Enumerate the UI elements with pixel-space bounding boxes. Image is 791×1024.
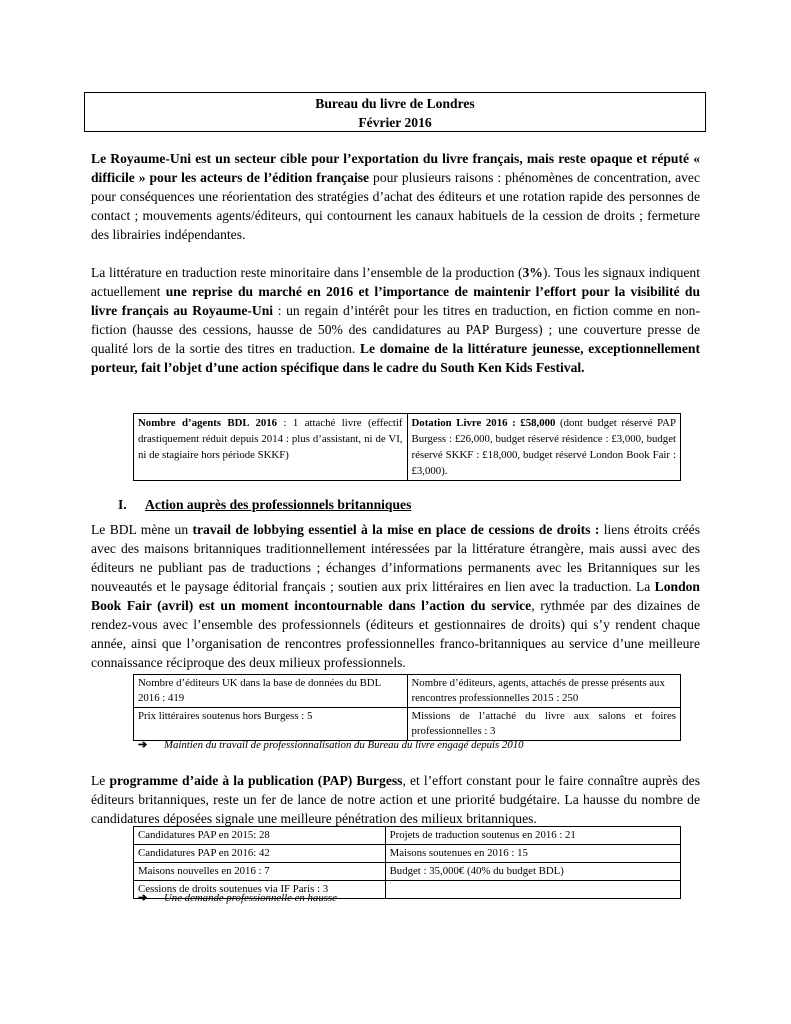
section-number: I. [118, 497, 127, 512]
section-title: Action auprès des professionnels britanniques [145, 497, 412, 512]
table-row [134, 863, 681, 881]
section-heading [118, 495, 411, 514]
table-cell: Missions de l’attaché du livre aux salons et foires professionnelles : 3 [407, 708, 681, 741]
burgess-text-1: Le [91, 773, 110, 788]
budget-text: (dont budget réservé PAP Burgess : £26,000, budget réservé résidence : £3,000, budget réservé SKKF : £18,000, budget réservé London Book Fair : £3,000). [411, 417, 676, 477]
document-date: Février 2016 [358, 115, 432, 130]
table-row [134, 845, 681, 863]
agents-cell [134, 414, 408, 481]
document-title: Bureau du livre de Londres [315, 96, 475, 111]
table-cell: Budget : 35,000€ (40% du budget BDL) [385, 863, 680, 881]
pap-note-text: Une demande professionnelle en hausse [164, 892, 337, 904]
intro-paragraph [91, 149, 700, 244]
intro-text: pour plusieurs raisons : phénomènes de concentration, avec pour conséquences une réorientation des stratégies d’achat des éditeurs et une rotation rapide des personnes de contact ; mouvements agents/éditeurs, qui contournent les canaux habituels de la cession de droits ; fermeture des librairies indépendantes. [91, 170, 700, 242]
arrow-right-icon: ➔ [138, 892, 148, 904]
table-row [134, 708, 681, 741]
pap-table [133, 826, 681, 899]
table-cell: Candidatures PAP en 2015: 28 [134, 827, 386, 845]
burgess-bold: programme d’aide à la publication (PAP) Burgess [109, 773, 403, 788]
lobby-bold-2: London Book Fair (avril) est un moment incontournable dans l’action du service [91, 579, 700, 613]
table-cell [385, 881, 680, 899]
lobby-text-2: liens étroits créés avec des maisons britanniques traditionnellement intéressées par la littérature étrangère, mais aussi avec des éditeurs ne publiant pas de traductions ; échanges d’informations permanents avec les Britanniques sur les nouveautés et le paysage éditorial français ; soutien aux prix littéraires en lien avec la traduction. La [91, 522, 700, 594]
table-cell: Maisons soutenues en 2016 : 15 [385, 845, 680, 863]
professionals-note-text: Maintien du travail de professionnalisation du Bureau du livre engagé depuis 2010 [164, 739, 524, 751]
table-cell: Candidatures PAP en 2016: 42 [134, 845, 386, 863]
agents-label: Nombre d’agents BDL 2016 [138, 417, 278, 429]
table-cell: Prix littéraires soutenus hors Burgess : 5 [134, 708, 408, 741]
pap-note [138, 891, 337, 905]
table-row [134, 827, 681, 845]
burgess-paragraph [91, 771, 700, 828]
lobby-text-1: Le BDL mène un [91, 522, 193, 537]
lit-text-3: : un regain d’intérêt pour les titres en traduction, en fiction comme en non-fiction (hausse des cessions, hausse de 50% des candidatures au PAP Burgess) ; une couverture presse de qualité lors de la sortie des titres en traduction. [91, 303, 700, 356]
literature-paragraph [91, 263, 700, 377]
arrow-right-icon: ➔ [138, 739, 148, 751]
lobbying-paragraph [91, 520, 700, 672]
table-cell: Cessions de droits soutenues via IF Paris : 3 [134, 881, 386, 899]
table-cell: Nombre d’éditeurs UK dans la base de données du BDL 2016 : 419 [134, 675, 408, 708]
professionals-table [133, 674, 681, 741]
lit-bold-1: 3% [522, 265, 543, 280]
table-row [134, 675, 681, 708]
resources-table [133, 413, 681, 481]
professionals-note [138, 738, 524, 752]
intro-bold-1: Le Royaume-Uni [91, 151, 192, 166]
lit-bold-2: une reprise du marché en 2016 et l’importance de maintenir l’effort pour la visibilité du livre français au Royaume-Uni [91, 284, 701, 318]
table-cell: Projets de traduction soutenus en 2016 : 21 [385, 827, 680, 845]
agents-text: : 1 attaché livre (effectif drastiquement réduit depuis 2014 : plus d’assistant, ni de VI, ni de stagiaire hors période SKKF) [138, 417, 403, 461]
burgess-text-2: , et l’effort constant pour le faire connaître auprès des éditeurs britanniques, reste un fer de lance de notre action et une priorité budgétaire. La hausse du nombre de candidatures déposées signale une meilleure pénétration des milieux britanniques. [91, 773, 700, 826]
lit-bold-3: Le domaine de la littérature jeunesse, exceptionnellement porteur, fait l’objet d’une action spécifique dans le cadre du South Ken Kids Festival. [91, 341, 701, 375]
document-title-box [84, 92, 706, 132]
lit-text-1: La littérature en traduction reste minoritaire dans l’ensemble de la production ( [91, 265, 523, 280]
lit-text-2: ). Tous les signaux indiquent actuellement [91, 265, 700, 299]
lobby-text-3: , rythmée par des dizaines de rendez-vous avec l’ensemble des professionnels (éditeurs et gestionnaires de droits) qui s’y rendent chaque année, ainsi que l’organisation de rencontres professionnelles franco-britanniques au service d’une meilleure connaissance réciproque des deux milieux professionnels. [91, 598, 700, 670]
intro-bold-2: est un secteur cible pour l’exportation du livre français, mais reste opaque et réputé « difficile » pour les acteurs de l’édition française [91, 151, 700, 185]
budget-cell [407, 414, 681, 481]
budget-label: Dotation Livre 2016 : £58,000 [411, 417, 556, 429]
table-cell: Nombre d’éditeurs, agents, attachés de presse présents aux rencontres professionnelles 2015 : 250 [407, 675, 681, 708]
table-cell: Maisons nouvelles en 2016 : 7 [134, 863, 386, 881]
lobby-bold-1: travail de lobbying essentiel à la mise en place de cessions de droits : [192, 522, 600, 537]
